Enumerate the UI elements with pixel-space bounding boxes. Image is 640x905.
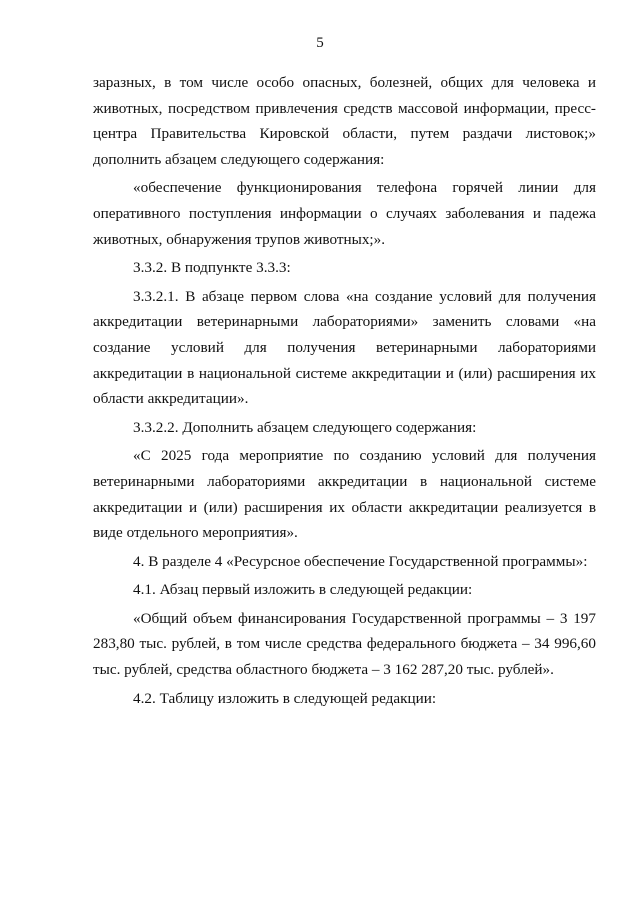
- page-number: 5: [316, 35, 324, 51]
- paragraph-5: 3.3.2.2. Дополнить абзацем следующего содержания:: [133, 418, 477, 436]
- paragraph-4: 3.3.2.1. В абзаце первом слова «на создание условий для получения аккредитации ветеринарными лабораториями» заменить словами «на создание условий для получения ветеринарными лабораториями аккредитации в национальной системе аккредитации и (или) расширения их области аккредитации».: [93, 287, 596, 408]
- paragraph-8: 4.1. Абзац первый изложить в следующей редакции:: [133, 581, 473, 599]
- paragraph-6: «С 2025 года мероприятие по созданию условий для получения ветеринарными лабораториями аккредитации в национальной системе аккредитации и (или) расширения их области аккредитации реализуется в виде отдельного мероприятия».: [93, 447, 596, 542]
- paragraph-2: «обеспечение функционирования телефона горячей линии для оперативного поступления информации о случаях заболевания и падежа животных, обнаружения трупов животных;».: [93, 179, 596, 248]
- paragraph-7: 4. В разделе 4 «Ресурсное обеспечение Государственной программы»:: [133, 552, 588, 570]
- paragraph-10: 4.2. Таблицу изложить в следующей редакции:: [133, 689, 437, 707]
- paragraph-3: 3.3.2. В подпункте 3.3.3:: [133, 259, 291, 277]
- paragraph-9: «Общий объем финансирования Государственной программы – 3 197 283,80 тыс. рублей, в том числе средства федерального бюджета – 34 996,60 тыс. рублей, средства областного бюджета – 3 162 287,20 тыс. рублей».: [93, 609, 596, 679]
- document-body: [93, 70, 596, 711]
- paragraph-1: заразных, в том числе особо опасных, болезней, общих для человека и животных, посредством привлечения средств массовой информации, пресс-центра Правительства Кировской области, путем раздачи листовок;» дополнить абзацем следующего содержания:: [93, 74, 596, 168]
